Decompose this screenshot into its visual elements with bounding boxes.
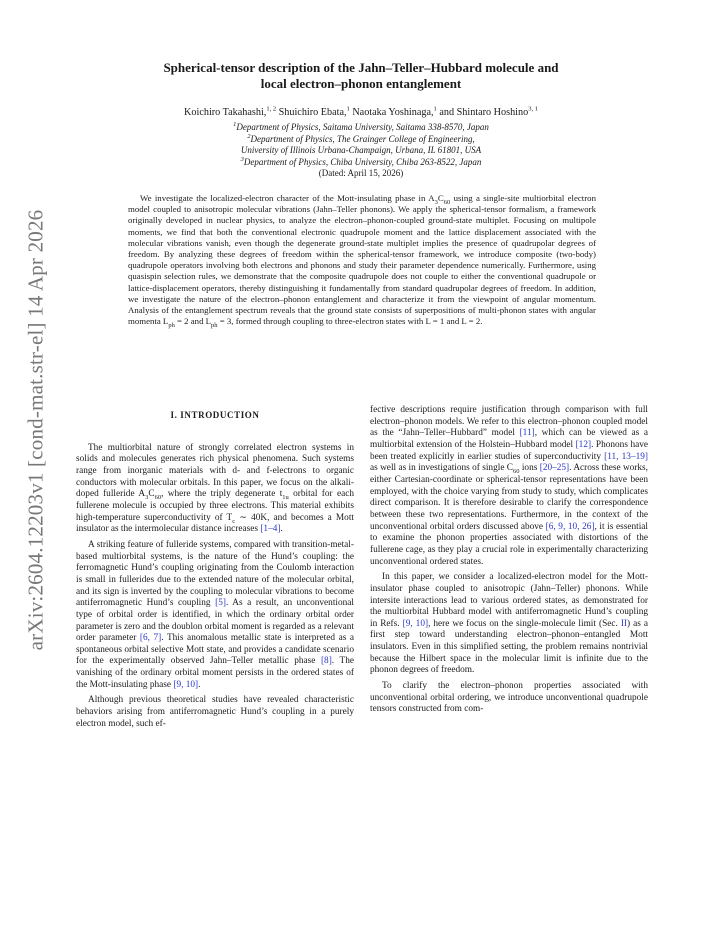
author-4-affil: 3, 1 bbox=[528, 105, 538, 113]
intro-paragraph-1 bbox=[76, 443, 354, 536]
text: . bbox=[198, 679, 201, 690]
abstract-sub-ph-2: ph bbox=[211, 321, 218, 329]
text: fective descriptions require justification through comparison with full electron–phonon models. We refer to this electron–phonon coupled model as the “Jahn–Teller–Hubbard” model bbox=[370, 405, 648, 439]
affiliation-1-mark: 1 bbox=[233, 121, 237, 128]
affiliation-2-mark: 2 bbox=[247, 132, 251, 140]
text: ) as a first step toward understanding electron–phonon–entangled Mott insulators. Even in this simplified setting, the problem remains nontrivial because the Hilbert space in the molecular limit is infinite due to the phonon degrees of freedom. bbox=[370, 618, 648, 676]
section-heading-introduction: I. INTRODUCTION bbox=[170, 410, 260, 420]
author-4: and Shintaro Hoshino bbox=[436, 107, 529, 118]
title-line-2: local electron–phonon entanglement bbox=[260, 76, 462, 91]
sub: 1u bbox=[282, 494, 289, 502]
text: . This anomalous metallic state is interpreted as a spontaneous orbital selective Mott state, and provides a candidate scenario for the experimentally observed Jahn–Teller metallic phase bbox=[76, 633, 354, 667]
citation-link[interactable]: [9, 10] bbox=[173, 679, 199, 690]
text: A striking feature of fulleride systems, compared with transition-metal-based multiorbital systems, is the nature of the Hund’s coupling: the ferromagnetic Hund’s coupling originating from the Coulomb interaction is small in fullerides due to the extended nature of the molecular orbital, and its sign is inverted by the coupling to molecular vibrations to become antiferromagnetic Hund’s coupling bbox=[76, 539, 354, 609]
affiliation-2 bbox=[100, 134, 622, 146]
author-1: Koichiro Takahashi, bbox=[184, 107, 267, 118]
text: . Phonons have been treated explicitly in earlier studies of superconductivity bbox=[370, 439, 648, 462]
intro-paragraph-3-cont bbox=[370, 405, 648, 568]
abstract-sub-ph-1: ph bbox=[168, 321, 175, 329]
text: The multiorbital nature of strongly correlated electron systems in solids and molecules generates rich physical phenomena. Such systems range from inorganic materials with d- and f-electrons to organic conductors with molecular orbitals. In this paper, we focus on the alkali-doped fulleride A bbox=[76, 442, 354, 500]
affiliation-3 bbox=[100, 157, 622, 169]
affiliation-1 bbox=[100, 122, 622, 134]
date-line: (Dated: April 15, 2026) bbox=[318, 168, 404, 179]
affiliation-3-mark: 3 bbox=[240, 155, 244, 163]
left-column bbox=[76, 410, 354, 734]
affiliation-2-text: Department of Physics, The Grainger College of Engineering, bbox=[250, 133, 475, 144]
citation-link[interactable]: [9, 10] bbox=[402, 618, 429, 629]
text: . As a result, an unconventional type of orbital order is identified, in which the ordinary orbital order parameter is zero and the doublon orbital moment is regarded as a relevant order parameter bbox=[76, 598, 354, 644]
citation-link[interactable]: [12] bbox=[575, 439, 592, 450]
abstract bbox=[128, 193, 596, 327]
intro-paragraph-2 bbox=[76, 540, 354, 692]
abstract-text-2: C bbox=[437, 193, 444, 203]
citation-link[interactable]: [5] bbox=[215, 598, 226, 609]
author-3-affil: 1 bbox=[433, 105, 437, 113]
affiliation-2-cont: University of Illinois Urbana-Champaign, Urbana, IL 61801, USA bbox=[240, 145, 482, 156]
paper-title bbox=[100, 60, 622, 92]
abstract-text-1: We investigate the localized-electron character of the Mott-insulating phase in A bbox=[140, 193, 435, 203]
text: , which can be viewed as a multiorbital extension of the Holstein–Hubbard model bbox=[370, 428, 648, 450]
abstract-text-3: using a single-site multiorbital electron model coupled to anisotropic molecular vibrations (Jahn–Teller phonons). We apply the spherical-tensor formalism, a framework originally developed in nuclear physics, to analyze the electron–phonon-coupled ground-state multiplet. Focusing on multipole moments, we find that both the conventional electronic quadrupole moment and the lattice displacement associated with the molecular vibrations vanish, even though the degenerate ground-state multiplet implies the presence of quadrupolar degrees of freedom. By analyzing these degrees of freedom within the spherical-tensor framework, we introduce composite (two-body) quadrupole operators involving both electrons and phonons and study their parameter dependence numerically. Furthermore, using quasispin selection rules, we demonstrate that the composite quadrupole does not couple to either the conventional quadrupole or lattice-displacement operators, thereby distinguishing it fundamentally from standard quadrupolar degrees of freedom. In addition, we investigate the nature of the electron–phonon entanglement and characterize it from the viewpoint of angular momentum. Analysis of the entanglement spectrum reveals that the ground state consists of superpositions of multi-phonon states with angular momenta L bbox=[128, 193, 596, 327]
author-1-affil: 1, 2 bbox=[266, 105, 277, 113]
sub: 60 bbox=[513, 468, 520, 476]
arxiv-identifier: arXiv:2604.12203v1 [cond-mat.str-el] 14 Apr 2026 bbox=[23, 209, 48, 651]
author-2: Shuichiro Ebata, bbox=[276, 107, 347, 118]
text: ∼ 40K, and becomes a Mott insulator as the intermolecular distance increases bbox=[76, 512, 354, 535]
affiliation-3-text: Department of Physics, Chiba University, Chiba 263-8522, Japan bbox=[243, 156, 482, 167]
intro-paragraph-5: To clarify the electron–phonon properties associated with unconventional orbital ordering, we introduce unconventional quadrupole tensors constructed from com- bbox=[370, 681, 648, 715]
text: , here we focus on the single-molecule limit (Sec. bbox=[428, 618, 621, 629]
citation-link[interactable]: [6, 9, 10, 26] bbox=[545, 521, 595, 532]
intro-paragraph-4 bbox=[370, 572, 648, 677]
abstract-text-4: = 2 and L bbox=[174, 316, 212, 327]
text: , it is essential to examine the phonon properties associated with distortions of the fullerene cage, as they play a crucial role in experimentally characterizing unconventional ordered states. bbox=[370, 521, 648, 567]
citation-link[interactable]: [11] bbox=[519, 428, 535, 439]
text: orbital for each fullerene molecule is occupied by three electrons. This material exhibits high-temperature superconductivity of T bbox=[76, 489, 355, 523]
author-3: Naotaka Yoshinaga, bbox=[349, 107, 434, 118]
citation-link[interactable]: [1–4] bbox=[260, 524, 281, 535]
text: In this paper, we consider a localized-electron model for the Mott-insulator phase coupled to anisotropic (Jahn–Teller) phonons. While intersite interactions lead to various ordered states, as demonstrated for the multiorbital Hubbard model with antiferromagnetic Hund’s coupling in Refs. bbox=[370, 572, 648, 629]
right-column bbox=[370, 405, 648, 720]
abstract-sub-60: 60 bbox=[443, 198, 451, 206]
author-list bbox=[100, 106, 622, 119]
author-2-affil: 1 bbox=[346, 105, 350, 113]
abstract-text-5: = 3, formed through coupling to three-electron states with L = 1 and L = 2. bbox=[217, 316, 483, 327]
section-link[interactable]: II bbox=[620, 618, 628, 629]
text: , where the triply degenerate t bbox=[161, 489, 283, 500]
text: C bbox=[148, 489, 155, 500]
abstract-sub-3: 3 bbox=[434, 198, 438, 206]
text: . bbox=[280, 524, 283, 535]
sub: 3 bbox=[145, 494, 149, 502]
citation-link[interactable]: [8] bbox=[320, 656, 332, 667]
title-line-1: Spherical-tensor description of the Jahn–Teller–Hubbard molecule and bbox=[163, 60, 559, 75]
citation-link[interactable]: [20–25] bbox=[539, 463, 570, 474]
sub: c bbox=[232, 517, 236, 525]
citation-link[interactable]: [6, 7] bbox=[139, 633, 162, 644]
affiliation-1-text: Department of Physics, Saitama University, Saitama 338-8570, Japan bbox=[236, 122, 489, 132]
intro-paragraph-3: Although previous theoretical studies have revealed characteristic behaviors arising from antiferromagnetic Hund’s coupling in a purely electron model, such ef- bbox=[76, 695, 354, 729]
citation-link[interactable]: [11, 13–19] bbox=[604, 451, 648, 462]
text: . Across these works, either Cartesian-coordinate or spherical-tensor representations have been employed, with the choice varying from study to study, which complicates direct comparison. It is therefore desirable to clarify the correspondence between these two representations. Furthermore, in the context of the unconventional orbital orders discussed above bbox=[370, 463, 648, 532]
affiliations bbox=[100, 122, 622, 180]
arxiv-sidebar bbox=[6, 180, 66, 680]
sub: 60 bbox=[154, 494, 162, 502]
text: ions bbox=[519, 463, 540, 474]
text: as well as in investigations of single C bbox=[370, 463, 513, 474]
text: . The vanishing of the ordinary orbital moment persists in the ordered states of the Mott-insulating phase bbox=[76, 656, 354, 690]
